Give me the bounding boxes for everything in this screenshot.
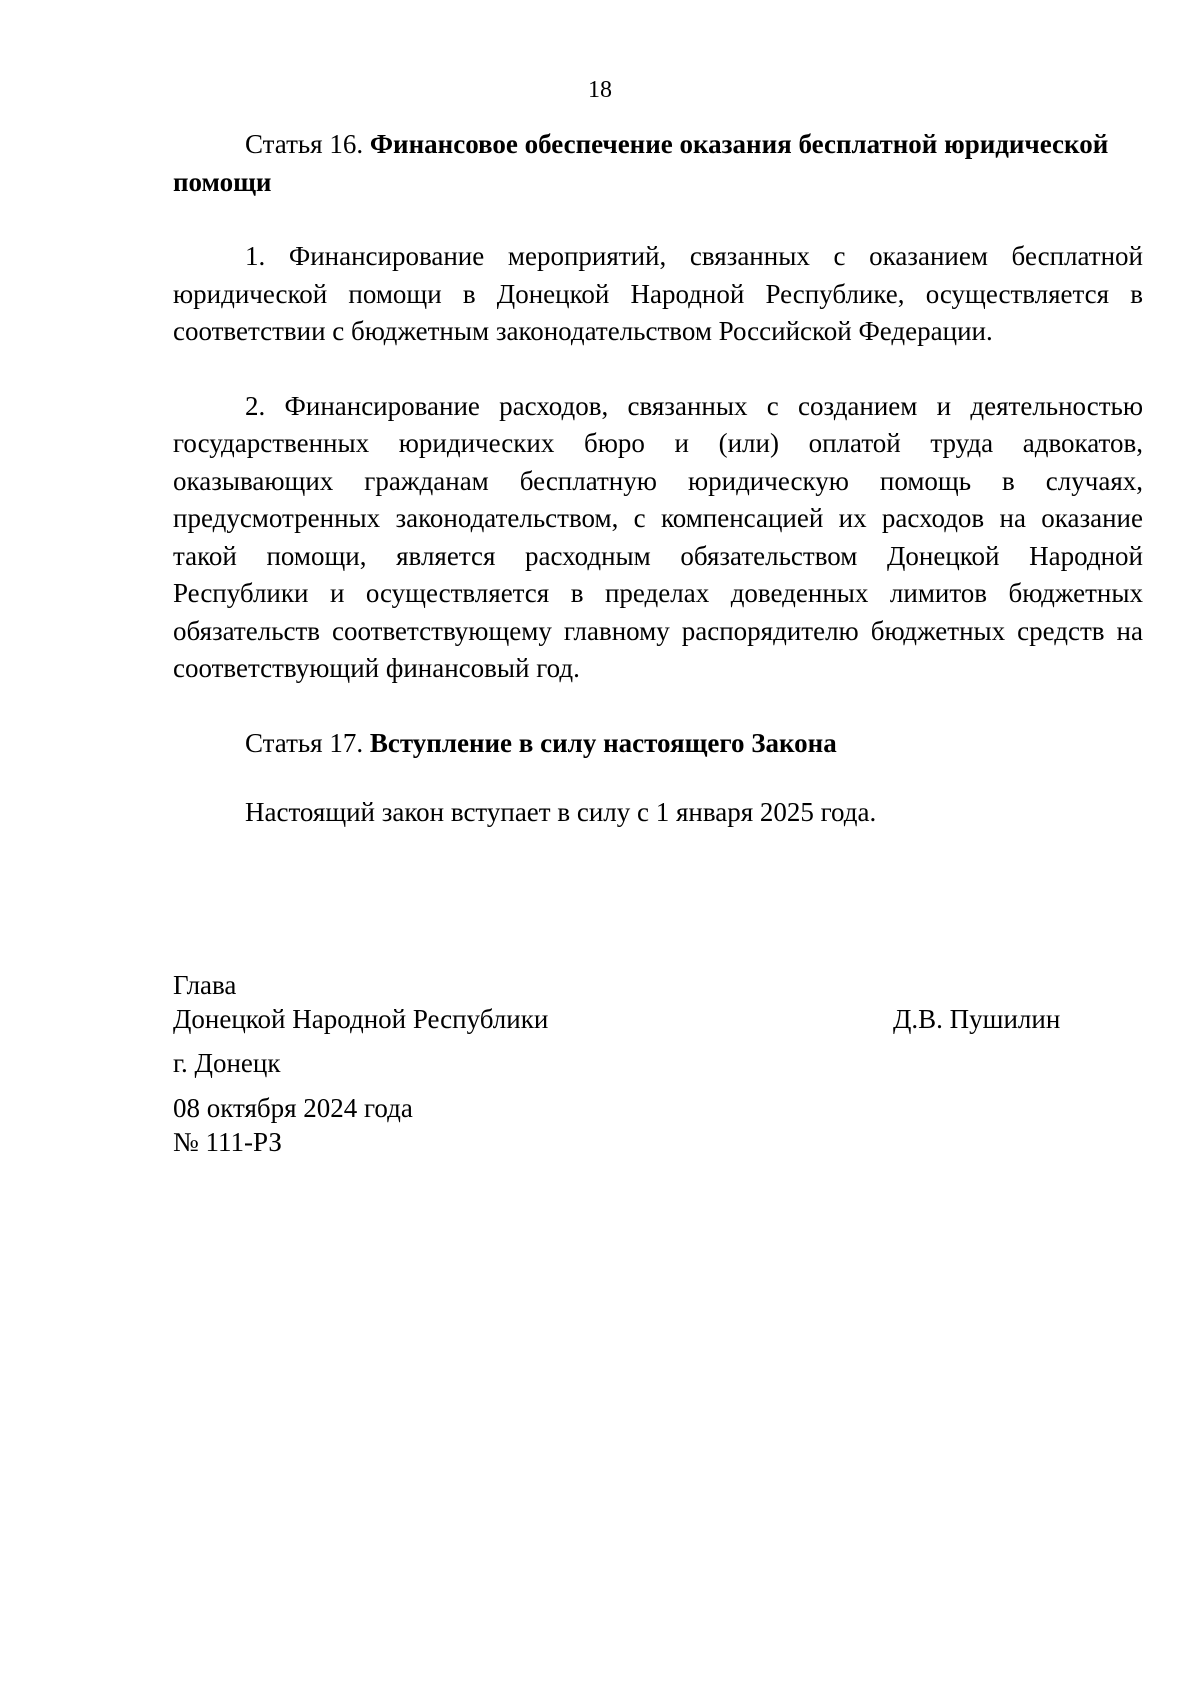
article-16-paragraph-1: 1. Финансирование мероприятий, связанных с оказанием бесплатной юридической помощи в Донецкой Народной Республике, осуществляется в соответствии с бюджетным законодательством Российской Федерации. <box>173 241 1143 346</box>
article-17-heading <box>173 725 1143 763</box>
signatory-position-line-1: Глава <box>173 970 237 1000</box>
signatory-name: Д.В. Пушилин <box>893 1004 1061 1034</box>
signing-place: г. Донецк <box>173 1048 281 1078</box>
signatory-row <box>173 1002 1143 1036</box>
article-16-heading <box>173 126 1143 201</box>
article-17-title: Вступление в силу настоящего Закона <box>369 727 837 758</box>
signature-block <box>173 968 1143 1159</box>
signatory-position-line-2: Донецкой Народной Республики <box>173 1004 549 1034</box>
article-16-label: Статья 16. <box>245 129 364 159</box>
article-16-title: Финансовое обеспечение оказания бесплатной юридической помощи <box>173 129 1109 197</box>
document-body <box>173 126 1143 832</box>
article-16-paragraph-2: 2. Финансирование расходов, связанных с созданием и деятельностью государственных юридических бюро и (или) оплатой труда адвокатов, оказывающих гражданам бесплатную юридическую помощь в случаях, предусмотренных законодательством, с компенсацией их расходов на оказание такой помощи, является расходным обязательством Донецкой Народной Республики и осуществляется в пределах доведенных лимитов бюджетных обязательств соответствующему главному распорядителю бюджетных средств на соответствующий финансовый год. <box>173 390 1143 683</box>
law-number: № 111-РЗ <box>173 1127 282 1157</box>
article-17-paragraph-1: Настоящий закон вступает в силу с 1 января 2025 года. <box>245 797 877 827</box>
page-number: 18 <box>588 77 612 103</box>
signing-date: 08 октября 2024 года <box>173 1093 413 1123</box>
article-17-label: Статья 17. <box>245 727 364 758</box>
